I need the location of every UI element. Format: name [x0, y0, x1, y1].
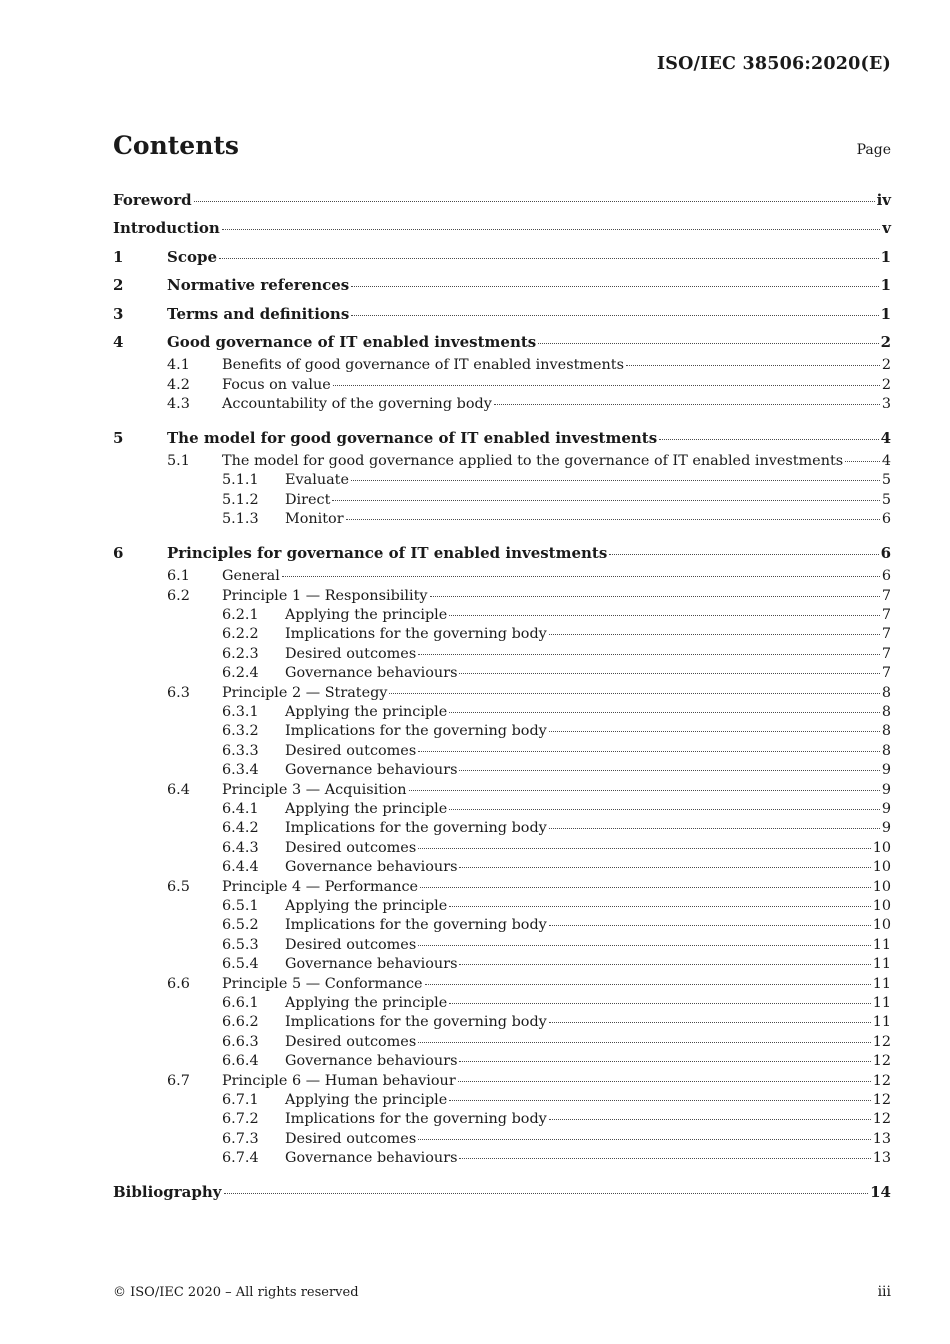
toc-entry-page: 4: [880, 428, 891, 447]
toc-entry-page: 9: [881, 762, 891, 779]
toc-entry-label: Implications for the governing body: [285, 1014, 547, 1031]
toc-entry-label: The model for good governance applied to the governance of IT enabled investments: [222, 453, 844, 470]
dot-leader: [845, 461, 880, 462]
toc-entry-number: 6.3.3: [222, 742, 259, 759]
toc-entry-page: 6: [880, 543, 891, 562]
toc-entry-number: 6.4.3: [222, 839, 259, 856]
toc-entry-label: Desired outcomes: [285, 936, 417, 953]
toc-entry-number: 1: [113, 247, 124, 266]
toc-entry-page: v: [882, 219, 891, 238]
toc-entry[interactable]: [113, 539, 891, 567]
toc-entry-number: 6.7.2: [222, 1111, 259, 1128]
toc-entry-number: 4.2: [167, 376, 190, 393]
toc-entry[interactable]: [113, 1013, 891, 1032]
toc-entry-label: Benefits of good governance of IT enabled investments: [222, 357, 624, 374]
toc-entry-page: 7: [881, 645, 891, 662]
toc-entry[interactable]: [113, 800, 891, 819]
toc-entry[interactable]: [113, 424, 891, 452]
dot-leader: [549, 1022, 871, 1023]
toc-entry[interactable]: [113, 645, 891, 664]
toc-entry-label: Governance behaviours: [285, 1150, 458, 1167]
toc-entry-label: General: [222, 568, 280, 585]
toc-entry[interactable]: [113, 955, 891, 974]
toc-entry[interactable]: [113, 664, 891, 683]
toc-entry-page: 6: [881, 568, 891, 585]
toc-entry-page: 9: [881, 800, 891, 817]
toc-entry[interactable]: [113, 300, 891, 328]
toc-entry-label: The model for good governance of IT enabled investments: [167, 428, 658, 447]
dot-leader: [418, 751, 880, 752]
contents-title: Contents: [113, 131, 240, 160]
page-number: iii: [877, 1284, 891, 1300]
toc-entry-number: 6.7.4: [222, 1150, 259, 1167]
toc-entry-number: 6.1: [167, 568, 190, 585]
toc-entry-label: Governance behaviours: [285, 859, 458, 876]
toc-entry-label: Principle 1 — Responsibility: [222, 587, 428, 604]
toc-entry-label: Applying the principle: [285, 703, 448, 720]
toc-entry-label: Focus on value: [222, 376, 331, 393]
dot-leader: [346, 519, 880, 520]
dot-leader: [418, 945, 870, 946]
toc-entry-label: Governance behaviours: [285, 1053, 458, 1070]
toc-entry[interactable]: [113, 1052, 891, 1071]
toc-entry-label: Applying the principle: [285, 606, 448, 623]
toc-entry[interactable]: [113, 328, 891, 356]
toc-entry-number: 6.6.4: [222, 1053, 259, 1070]
toc-entry-page: 8: [881, 723, 891, 740]
toc-entry-page: 10: [872, 898, 891, 914]
toc-entry-label: Desired outcomes: [285, 1033, 417, 1050]
toc-entry[interactable]: [113, 606, 891, 625]
dot-leader: [458, 1081, 871, 1082]
toc-entry[interactable]: [113, 243, 891, 271]
toc-entry[interactable]: [113, 975, 891, 994]
toc-entry-number: 6.6.1: [222, 995, 259, 1012]
toc-entry[interactable]: [113, 684, 891, 703]
dot-leader: [449, 1100, 870, 1101]
toc-entry-number: 2: [113, 276, 124, 295]
toc-entry-page: 8: [881, 703, 891, 720]
toc-entry-page: 1: [880, 304, 891, 323]
toc-entry-label: Governance behaviours: [285, 762, 458, 779]
toc-entry-label: Bibliography: [113, 1182, 222, 1201]
toc-entry-page: 6: [881, 511, 891, 528]
toc-entry-page: 2: [881, 376, 891, 393]
toc-entry-label: Applying the principle: [285, 898, 448, 914]
toc-entry-page: 10: [872, 917, 891, 934]
dot-leader: [418, 1042, 870, 1043]
toc-entry[interactable]: [113, 1130, 891, 1149]
dot-leader: [449, 615, 880, 616]
toc-entry[interactable]: [113, 510, 891, 529]
toc-entry[interactable]: [113, 916, 891, 935]
toc-entry[interactable]: [113, 452, 891, 471]
toc-entry[interactable]: [113, 839, 891, 858]
toc-entry-number: 5: [113, 428, 124, 447]
toc-entry-label: Desired outcomes: [285, 645, 417, 662]
toc-entry-page: 11: [872, 975, 891, 992]
toc-entry-page: 7: [881, 606, 891, 623]
toc-entry[interactable]: [113, 376, 891, 395]
toc-entry[interactable]: [113, 186, 891, 214]
toc-entry-number: 6.7: [167, 1072, 190, 1089]
toc-entry-page: 4: [881, 453, 891, 470]
toc-entry-label: Evaluate: [285, 472, 349, 489]
dot-leader: [609, 554, 878, 555]
toc-entry-page: 7: [881, 626, 891, 643]
toc-entry-page: 9: [881, 781, 891, 798]
toc-entry-page: 10: [872, 878, 891, 895]
dot-leader: [420, 887, 871, 888]
toc-entry-page: 7: [881, 665, 891, 682]
dot-leader: [333, 385, 880, 386]
toc-entry-page: 13: [872, 1150, 891, 1167]
toc-entry[interactable]: [113, 395, 891, 414]
toc-entry-label: Governance behaviours: [285, 956, 458, 973]
toc-entry-label: Implications for the governing body: [285, 820, 547, 837]
toc-entry[interactable]: [113, 356, 891, 375]
dot-leader: [459, 1061, 870, 1062]
toc-entry-label: Principle 5 — Conformance: [222, 975, 423, 992]
dot-leader: [425, 984, 871, 985]
toc-entry-label: Implications for the governing body: [285, 723, 547, 740]
dot-leader: [194, 201, 875, 202]
toc-entry-label: Governance behaviours: [285, 665, 458, 682]
dot-leader: [418, 1139, 870, 1140]
toc-entry-page: 8: [881, 684, 891, 701]
copyright-notice: © ISO/IEC 2020 – All rights reserved: [113, 1285, 359, 1300]
dot-leader: [418, 654, 880, 655]
toc-entry-number: 6.3.2: [222, 723, 259, 740]
dot-leader: [459, 964, 870, 965]
toc-entry-label: Principles for governance of IT enabled investments: [167, 543, 608, 562]
toc-entry[interactable]: [113, 587, 891, 606]
toc-entry[interactable]: [113, 491, 891, 510]
dot-leader: [459, 867, 870, 868]
toc-entry-label: Principle 4 — Performance: [222, 878, 419, 895]
toc-entry-page: 14: [870, 1182, 891, 1201]
toc-entry-number: 6.4.2: [222, 820, 259, 837]
toc-entry-label: Normative references: [167, 276, 350, 295]
toc-entry-page: 12: [872, 1053, 891, 1070]
dot-leader: [459, 770, 879, 771]
toc-entry-number: 6.5.4: [222, 956, 259, 973]
toc-entry-label: Desired outcomes: [285, 742, 417, 759]
dot-leader: [282, 576, 880, 577]
toc-entry[interactable]: [113, 1149, 891, 1168]
toc-entry-number: 6.4.1: [222, 800, 259, 817]
toc-entry-page: 12: [872, 1033, 891, 1050]
toc-entry-number: 4: [113, 333, 124, 352]
toc-entry-page: 10: [872, 839, 891, 856]
dot-leader: [449, 712, 880, 713]
dot-leader: [549, 925, 871, 926]
toc-entry-label: Desired outcomes: [285, 839, 417, 856]
toc-entry-label: Applying the principle: [285, 800, 448, 817]
toc-entry[interactable]: [113, 994, 891, 1013]
dot-leader: [222, 229, 880, 230]
toc-entry[interactable]: [113, 781, 891, 800]
toc-entry-page: 2: [881, 357, 891, 374]
dot-leader: [224, 1193, 869, 1194]
toc-entry[interactable]: [113, 567, 891, 586]
dot-leader: [409, 790, 880, 791]
toc-entry-page: iv: [876, 191, 891, 209]
toc-entry-label: Introduction: [113, 219, 220, 238]
toc-entry-label: Terms and definitions: [167, 304, 350, 323]
dot-leader: [538, 343, 878, 344]
toc-entry-number: 6.5.3: [222, 936, 259, 953]
toc-entry[interactable]: [113, 1110, 891, 1129]
dot-leader: [459, 673, 879, 674]
toc-entry-number: 6.2.2: [222, 626, 259, 643]
toc-entry-number: 5.1.3: [222, 511, 259, 528]
toc-entry-page: 5: [881, 491, 891, 508]
dot-leader: [351, 315, 878, 316]
toc-entry-page: 5: [881, 472, 891, 489]
toc-entry[interactable]: [113, 703, 891, 722]
toc-entry-page: 7: [881, 587, 891, 604]
toc-entry-page: 12: [872, 1072, 891, 1089]
toc-entry-label: Principle 6 — Human behaviour: [222, 1072, 456, 1089]
toc-entry-number: 6.4: [167, 781, 190, 798]
dot-leader: [430, 596, 880, 597]
dot-leader: [494, 404, 880, 405]
dot-leader: [549, 731, 880, 732]
toc-entry-number: 6.3: [167, 684, 190, 701]
toc-entry[interactable]: [113, 1072, 891, 1091]
toc-entry-label: Good governance of IT enabled investments: [167, 333, 537, 352]
toc-entry-number: 6.5.2: [222, 917, 259, 934]
toc-entry-label: Monitor: [285, 511, 344, 528]
toc-entry-number: 6.6: [167, 975, 190, 992]
toc-entry[interactable]: [113, 878, 891, 897]
toc-entry-page: 11: [872, 995, 891, 1012]
toc-entry-number: 4.1: [167, 357, 190, 374]
toc-entry-label: Implications for the governing body: [285, 626, 547, 643]
dot-leader: [449, 809, 880, 810]
toc-entry-page: 1: [880, 247, 891, 266]
toc-entry-number: 6.7.1: [222, 1092, 259, 1109]
toc-entry-number: 6.5: [167, 878, 190, 895]
dot-leader: [549, 1119, 871, 1120]
toc-entry-label: Scope: [167, 247, 218, 266]
dot-leader: [549, 634, 880, 635]
dot-leader: [219, 258, 879, 259]
dot-leader: [459, 1158, 870, 1159]
toc-entry[interactable]: [113, 1178, 891, 1206]
toc-entry-label: Accountability of the governing body: [222, 396, 492, 413]
toc-entry-number: 5.1.2: [222, 491, 259, 508]
toc-entry[interactable]: [113, 625, 891, 644]
dot-leader: [351, 480, 880, 481]
toc-entry-label: Direct: [285, 491, 331, 508]
toc-entry-number: 6.6.3: [222, 1033, 259, 1050]
document-id: ISO/IEC 38506:2020(E): [656, 54, 891, 74]
toc-entry[interactable]: [113, 471, 891, 490]
toc-entry-page: 11: [872, 936, 891, 953]
toc-entry-page: 12: [872, 1111, 891, 1128]
toc-entry-label: Desired outcomes: [285, 1130, 417, 1147]
toc-entry-number: 6.4.4: [222, 859, 259, 876]
toc-entry-number: 6.2.3: [222, 645, 259, 662]
dot-leader: [332, 500, 879, 501]
toc-entry-label: Applying the principle: [285, 995, 448, 1012]
toc-entry[interactable]: [113, 897, 891, 916]
toc-entry-label: Principle 3 — Acquisition: [222, 781, 407, 798]
toc-entry-page: 11: [872, 956, 891, 973]
toc-entry-number: 4.3: [167, 396, 190, 413]
toc-entry-page: 8: [881, 742, 891, 759]
toc-entry[interactable]: [113, 214, 891, 242]
toc-entry-number: 6.7.3: [222, 1130, 259, 1147]
dot-leader: [549, 828, 880, 829]
toc-entry[interactable]: [113, 936, 891, 955]
table-of-contents: [113, 186, 891, 1206]
toc-entry-page: 11: [872, 1014, 891, 1031]
toc-entry-page: 2: [880, 333, 891, 352]
toc-entry-page: 1: [880, 276, 891, 295]
toc-entry-page: 13: [872, 1130, 891, 1147]
dot-leader: [389, 693, 879, 694]
toc-entry[interactable]: [113, 1033, 891, 1052]
toc-entry-number: 6.6.2: [222, 1014, 259, 1031]
toc-entry[interactable]: [113, 858, 891, 877]
toc-entry-number: 6.2.4: [222, 665, 259, 682]
toc-entry-number: 3: [113, 304, 124, 323]
toc-entry[interactable]: [113, 761, 891, 780]
toc-entry[interactable]: [113, 722, 891, 741]
toc-entry[interactable]: [113, 271, 891, 299]
toc-entry[interactable]: [113, 742, 891, 761]
toc-entry-number: 6.2: [167, 587, 190, 604]
toc-entry-label: Implications for the governing body: [285, 917, 547, 934]
toc-entry-number: 6.5.1: [222, 898, 259, 914]
toc-entry-page: 10: [872, 859, 891, 876]
dot-leader: [418, 848, 870, 849]
dot-leader: [351, 286, 878, 287]
dot-leader: [626, 365, 880, 366]
page-column-label: Page: [856, 142, 891, 158]
toc-entry[interactable]: [113, 1091, 891, 1110]
toc-entry-page: 9: [881, 820, 891, 837]
toc-entry-label: Foreword: [113, 191, 192, 209]
toc-entry[interactable]: [113, 819, 891, 838]
toc-entry-label: Principle 2 — Strategy: [222, 684, 388, 701]
toc-entry-label: Applying the principle: [285, 1092, 448, 1109]
dot-leader: [659, 439, 878, 440]
toc-entry-number: 5.1.1: [222, 472, 259, 489]
toc-entry-number: 6: [113, 543, 124, 562]
dot-leader: [449, 1003, 870, 1004]
toc-entry-number: 6.3.4: [222, 762, 259, 779]
toc-entry-number: 6.3.1: [222, 703, 259, 720]
toc-entry-number: 6.2.1: [222, 606, 259, 623]
dot-leader: [449, 906, 870, 907]
toc-entry-page: 12: [872, 1092, 891, 1109]
toc-entry-label: Implications for the governing body: [285, 1111, 547, 1128]
toc-entry-number: 5.1: [167, 453, 190, 470]
toc-entry-page: 3: [881, 396, 891, 413]
